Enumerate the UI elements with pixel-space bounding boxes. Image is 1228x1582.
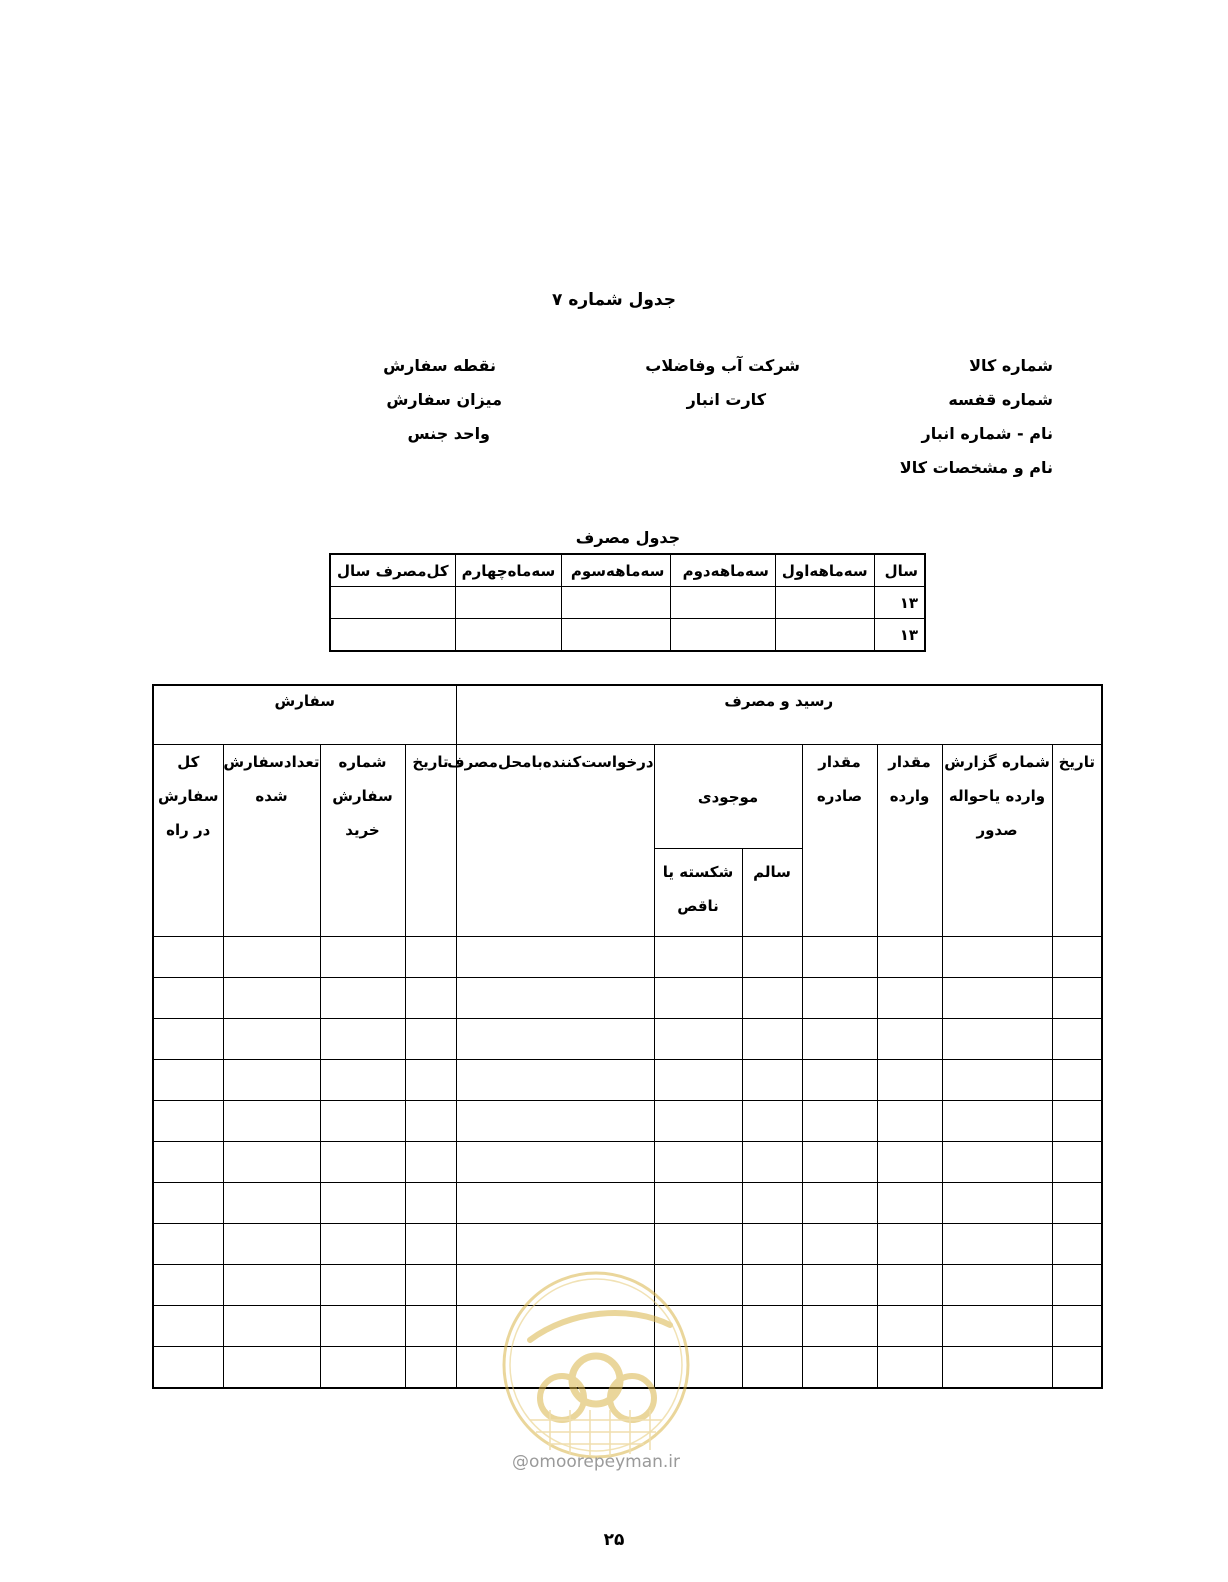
table-cell [877, 1265, 942, 1306]
consumption-col-year: سال [874, 554, 925, 587]
consumption-header-row [330, 554, 925, 587]
table-cell [1052, 1142, 1102, 1183]
table-cell [1052, 1224, 1102, 1265]
table-cell [742, 1306, 802, 1347]
table-cell [802, 1183, 877, 1224]
table-cell [1052, 978, 1102, 1019]
table-cell [320, 1224, 405, 1265]
page-title: جدول شماره ۷ [552, 290, 676, 310]
table-cell [153, 1224, 223, 1265]
table-cell [153, 978, 223, 1019]
consumption-col-q4: سه‌ماه‌چهارم [455, 554, 562, 587]
table-cell [320, 1265, 405, 1306]
table-cell [456, 937, 654, 978]
table-cell [671, 619, 776, 652]
table-cell [405, 1347, 456, 1389]
table-cell [405, 937, 456, 978]
table-cell [153, 1060, 223, 1101]
table-cell [405, 978, 456, 1019]
table-cell [742, 1183, 802, 1224]
table-cell [405, 1224, 456, 1265]
table-cell [223, 1347, 320, 1389]
consumption-year-cell: ۱۳ [874, 619, 925, 652]
table-cell [1052, 937, 1102, 978]
table-cell [330, 619, 455, 652]
table-cell [456, 1224, 654, 1265]
table-cell [877, 1060, 942, 1101]
table-cell [562, 619, 671, 652]
table-cell [320, 1347, 405, 1389]
table-row [153, 1101, 1102, 1142]
table-cell [802, 1142, 877, 1183]
table-cell [877, 937, 942, 978]
header-order-qty: میزان سفارش [386, 390, 502, 409]
header-company: شرکت آب وفاضلاب [645, 356, 800, 375]
consumption-col-q2: سه‌ماهه‌دوم [671, 554, 776, 587]
header-unit: واحد جنس [407, 424, 490, 443]
table-cell [654, 1060, 742, 1101]
table-cell [877, 978, 942, 1019]
table-cell [802, 1347, 877, 1389]
col-stock-healthy: سالم [742, 849, 802, 937]
consumption-col-total: کل‌مصرف سال [330, 554, 455, 587]
table-cell [153, 1347, 223, 1389]
consumption-title: جدول مصرف [575, 528, 681, 547]
table-cell [942, 1019, 1052, 1060]
table-cell [223, 1101, 320, 1142]
table-cell [153, 1101, 223, 1142]
col-report-number: شماره گزارش وارده یاحواله صدور [942, 745, 1052, 937]
table-cell [942, 1060, 1052, 1101]
header-item-spec: نام و مشخصات کالا [899, 458, 1053, 477]
group-order: سفارش [153, 685, 456, 745]
table-row [153, 937, 1102, 978]
group-receipt-consumption: رسید و مصرف [456, 685, 1102, 745]
table-cell [742, 1060, 802, 1101]
table-row [153, 1183, 1102, 1224]
table-cell [942, 1306, 1052, 1347]
table-cell [456, 1183, 654, 1224]
table-cell [223, 1060, 320, 1101]
table-cell [802, 1224, 877, 1265]
table-row [153, 1060, 1102, 1101]
col-date: تاریخ [1052, 745, 1102, 937]
table-cell [223, 937, 320, 978]
table-cell [654, 1019, 742, 1060]
table-cell [153, 1183, 223, 1224]
consumption-table [329, 553, 926, 652]
table-cell [562, 587, 671, 619]
table-cell [1052, 1306, 1102, 1347]
table-cell [942, 1101, 1052, 1142]
table-cell [456, 1101, 654, 1142]
table-cell [877, 1019, 942, 1060]
table-cell [742, 937, 802, 978]
table-cell [405, 1306, 456, 1347]
table-cell [671, 587, 776, 619]
table-cell [223, 1306, 320, 1347]
watermark-logo [500, 1270, 692, 1460]
table-cell [742, 1224, 802, 1265]
table-cell [456, 1019, 654, 1060]
table-cell [320, 1306, 405, 1347]
table-cell [802, 1306, 877, 1347]
table-cell [455, 587, 562, 619]
table-cell [802, 937, 877, 978]
table-cell [1052, 1347, 1102, 1389]
table-cell [742, 1101, 802, 1142]
table-cell [742, 978, 802, 1019]
table-cell [742, 1142, 802, 1183]
table-cell [455, 619, 562, 652]
table-row [153, 1019, 1102, 1060]
table-cell [1052, 1183, 1102, 1224]
table-cell [654, 1101, 742, 1142]
col-order-date: تاریخ [405, 745, 456, 937]
table-cell [405, 1019, 456, 1060]
table-cell [223, 1019, 320, 1060]
table-cell [802, 1060, 877, 1101]
table-cell [654, 978, 742, 1019]
col-in-transit: کل سفارش در راه [153, 745, 223, 937]
col-stock-broken: شکسته یا ناقص [654, 849, 742, 937]
table-cell [223, 1265, 320, 1306]
table-cell [877, 1224, 942, 1265]
consumption-year-cell: ۱۳ [874, 587, 925, 619]
col-stock: موجودی [654, 745, 802, 849]
table-cell [942, 937, 1052, 978]
table-cell [742, 1347, 802, 1389]
table-cell [153, 1142, 223, 1183]
table-cell [775, 619, 874, 652]
table-cell [320, 978, 405, 1019]
table-row [153, 978, 1102, 1019]
watermark-url: @omoorepeyman.ir [512, 1452, 681, 1472]
table-cell [405, 1183, 456, 1224]
table-cell [654, 937, 742, 978]
col-ordered-quantity: تعدادسفارش شده [223, 745, 320, 937]
header-warehouse: نام - شماره انبار [921, 424, 1053, 443]
table-cell [942, 1224, 1052, 1265]
table-cell [405, 1142, 456, 1183]
col-order-number: شماره سفارش خرید [320, 745, 405, 937]
table-row [330, 619, 925, 652]
col-quantity-in: مقدار وارده [877, 745, 942, 937]
header-item-shelf: شماره قفسه [948, 390, 1053, 409]
table-cell [877, 1347, 942, 1389]
table-cell [456, 1060, 654, 1101]
table-cell [942, 1183, 1052, 1224]
table-cell [802, 978, 877, 1019]
table-cell [802, 1101, 877, 1142]
consumption-col-q3: سه‌ماهه‌سوم [562, 554, 671, 587]
table-cell [153, 937, 223, 978]
table-cell [153, 1306, 223, 1347]
table-cell [654, 1142, 742, 1183]
table-cell [320, 1101, 405, 1142]
table-cell [1052, 1019, 1102, 1060]
table-cell [223, 978, 320, 1019]
table-row [153, 1224, 1102, 1265]
col-requester: درخواست‌کننده‌بامحل‌مصرف [456, 745, 654, 937]
table-cell [802, 1265, 877, 1306]
table-cell [942, 978, 1052, 1019]
table-cell [456, 978, 654, 1019]
table-cell [320, 937, 405, 978]
table-cell [153, 1019, 223, 1060]
table-cell [877, 1183, 942, 1224]
header-card-title: کارت انبار [686, 390, 766, 409]
table-cell [1052, 1060, 1102, 1101]
consumption-col-q1: سه‌ماهه‌اول [775, 554, 874, 587]
table-cell [877, 1101, 942, 1142]
header-reorder-point: نقطه سفارش [383, 356, 496, 375]
table-cell [223, 1224, 320, 1265]
table-cell [1052, 1265, 1102, 1306]
header-item-code: شماره کالا [969, 356, 1053, 375]
table-cell [405, 1101, 456, 1142]
col-quantity-out: مقدار صادره [802, 745, 877, 937]
table-row [153, 1142, 1102, 1183]
table-cell [877, 1142, 942, 1183]
table-cell [942, 1142, 1052, 1183]
table-cell [153, 1265, 223, 1306]
table-cell [456, 1142, 654, 1183]
table-cell [223, 1142, 320, 1183]
table-cell [802, 1019, 877, 1060]
table-cell [654, 1224, 742, 1265]
table-cell [320, 1060, 405, 1101]
table-cell [1052, 1101, 1102, 1142]
table-cell [742, 1265, 802, 1306]
table-cell [942, 1347, 1052, 1389]
table-cell [775, 587, 874, 619]
table-cell [742, 1019, 802, 1060]
table-row [330, 587, 925, 619]
table-cell [223, 1183, 320, 1224]
page-number: ۲۵ [603, 1530, 625, 1550]
table-cell [330, 587, 455, 619]
table-cell [405, 1060, 456, 1101]
table-cell [320, 1019, 405, 1060]
table-cell [877, 1306, 942, 1347]
table-cell [942, 1265, 1052, 1306]
table-cell [320, 1183, 405, 1224]
table-cell [654, 1183, 742, 1224]
table-cell [320, 1142, 405, 1183]
table-cell [405, 1265, 456, 1306]
